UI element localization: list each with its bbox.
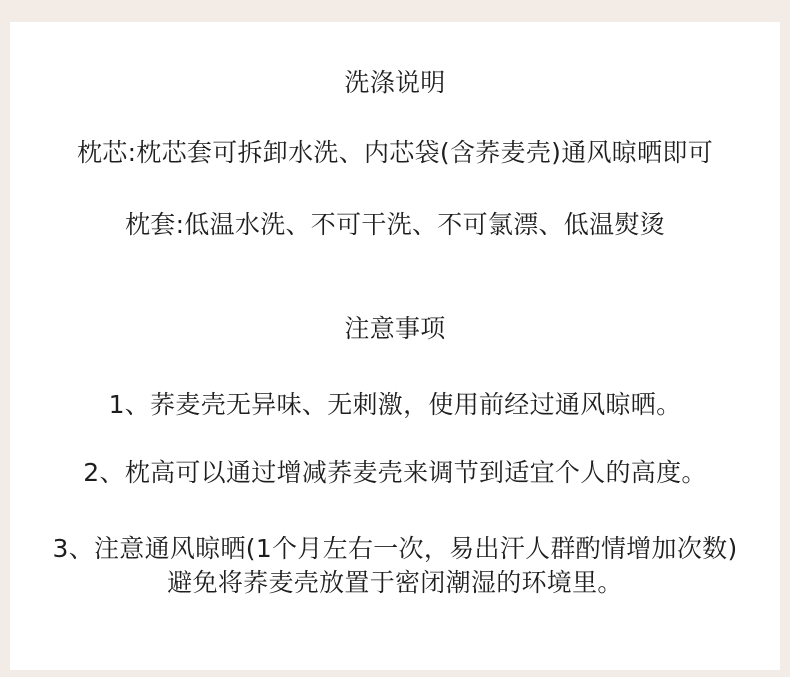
- precaution-item-3: 3、注意通风晾晒(1个月左右一次，易出汗人群酌情增加次数): [52, 534, 738, 563]
- precaution-item-2: 2、枕高可以通过增减荞麦壳来调节到适宜个人的高度。: [83, 458, 707, 487]
- pillow-core-instructions: 枕芯:枕芯套可拆卸水洗、内芯袋(含荞麦壳)通风晾晒即可: [76, 138, 714, 167]
- washing-instructions-title: 洗涤说明: [344, 68, 446, 97]
- precaution-item-1: 1、荞麦壳无异味、无刺激，使用前经过通风晾晒。: [108, 390, 682, 419]
- precaution-item-3-continued: 避免将荞麦壳放置于密闭潮湿的环境里。: [167, 568, 623, 597]
- precautions-title: 注意事项: [344, 314, 446, 343]
- pillowcase-instructions: 枕套:低温水洗、不可干洗、不可氯漂、低温熨烫: [124, 210, 666, 239]
